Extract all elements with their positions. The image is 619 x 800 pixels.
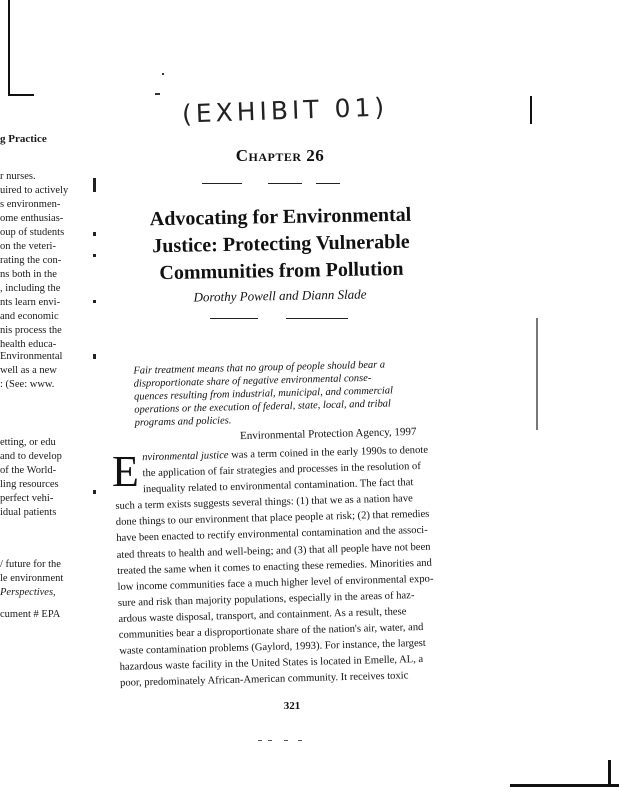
scan-dash xyxy=(284,740,288,741)
facing-page-block: Environmental well as a new : (See: www. xyxy=(0,351,63,390)
chapter-authors: Dorothy Powell and Diann Slade xyxy=(193,286,367,305)
facing-page-block: / future for the le environment Perspectives, xyxy=(0,559,64,598)
scan-edge-mark xyxy=(536,318,538,430)
scan-edge-mark xyxy=(608,760,611,784)
scan-speck xyxy=(155,93,160,95)
body-line: sure and risk than majority populations, especially in the areas of haz- xyxy=(117,590,415,609)
scan-edge-mark xyxy=(8,0,10,96)
chapter-rule xyxy=(268,183,302,184)
body-line: communities bear a disproportionate share of the nation's air, water, and xyxy=(118,621,424,641)
drop-cap: E xyxy=(112,447,139,496)
gutter-mark xyxy=(93,178,96,192)
scan-speck xyxy=(162,73,164,75)
exhibit-label: (EXHIBIT 01) xyxy=(181,92,389,129)
body-line: ated threats to health and well-being; and (3) that all people have not been xyxy=(116,541,431,561)
author-rule xyxy=(210,318,258,319)
scan-dash xyxy=(258,740,262,741)
chapter-title: Advocating for Environmental Justice: Protecting Vulnerable Communities from Pollution xyxy=(149,203,412,285)
body-line: waste contamination problems (Gaylord, 1993). For instance, the largest xyxy=(119,638,426,658)
body-line: poor, predominately African-American community. It receives toxic xyxy=(119,670,409,690)
body-line: nvironmental justice was a term coined in the early 1990s to denote xyxy=(142,444,429,464)
author-rule xyxy=(286,318,348,319)
body-line: the application of fair strategies and processes in the resolution of xyxy=(142,461,421,480)
scan-dash xyxy=(268,740,272,741)
body-paragraph xyxy=(114,442,460,692)
facing-page-block: cument # EPA xyxy=(0,609,61,620)
body-line: have been enacted to rectify environmental contamination and the associ- xyxy=(116,525,428,545)
body-line: such a term exists suggests several things: (1) that we as a nation have xyxy=(115,493,413,513)
gutter-mark xyxy=(93,254,96,257)
body-line: low income communities face a much higher level of environmental expo- xyxy=(117,573,434,593)
body-line: treated the same when it comes to enacting these remedies. Minorities and xyxy=(117,557,432,577)
body-line: hazardous waste facility in the United States is located in Emelle, AL, a xyxy=(119,654,424,674)
chapter-rule xyxy=(202,183,242,184)
scan-edge-mark xyxy=(530,96,532,124)
scan-edge-mark xyxy=(8,94,34,96)
chapter-heading: Chapter 26 xyxy=(235,146,325,165)
chapter-rule xyxy=(316,183,340,184)
gutter-mark xyxy=(93,300,96,303)
scan-edge-mark xyxy=(510,784,619,787)
facing-page-block: r nurses. uired to actively s environmen- ome enthusias- oup of students on the veteri- rating the con- ns both in the , including the nts learn envi- and economic nis process the health educa- xyxy=(0,171,69,350)
facing-page-heading: g Practice xyxy=(0,133,47,145)
gutter-mark xyxy=(93,232,96,236)
body-line: ardous waste disposal, transport, and containment. As a result, these xyxy=(118,606,407,625)
gutter-mark xyxy=(93,490,96,494)
facing-page-block: etting, or edu and to develop of the World- ling resources perfect vehi- idual patients xyxy=(0,437,62,518)
page-number: 321 xyxy=(283,700,301,712)
body-line: done things to our environment that place people at risk; (2) that remedies xyxy=(115,509,430,529)
epigraph-quote: Fair treatment means that no group of people should bear a disproportionate share of negative environmental conse- quences resulting from industrial, municipal, and commercial operations or the execution of federal, state, local, and tribal programs and policies. xyxy=(133,359,394,429)
body-line: inequality related to environmental contamination. The fact that xyxy=(142,477,414,496)
scan-dash xyxy=(298,740,302,741)
epigraph-source: Environmental Protection Agency, 1997 xyxy=(239,425,417,443)
gutter-mark xyxy=(93,354,96,359)
